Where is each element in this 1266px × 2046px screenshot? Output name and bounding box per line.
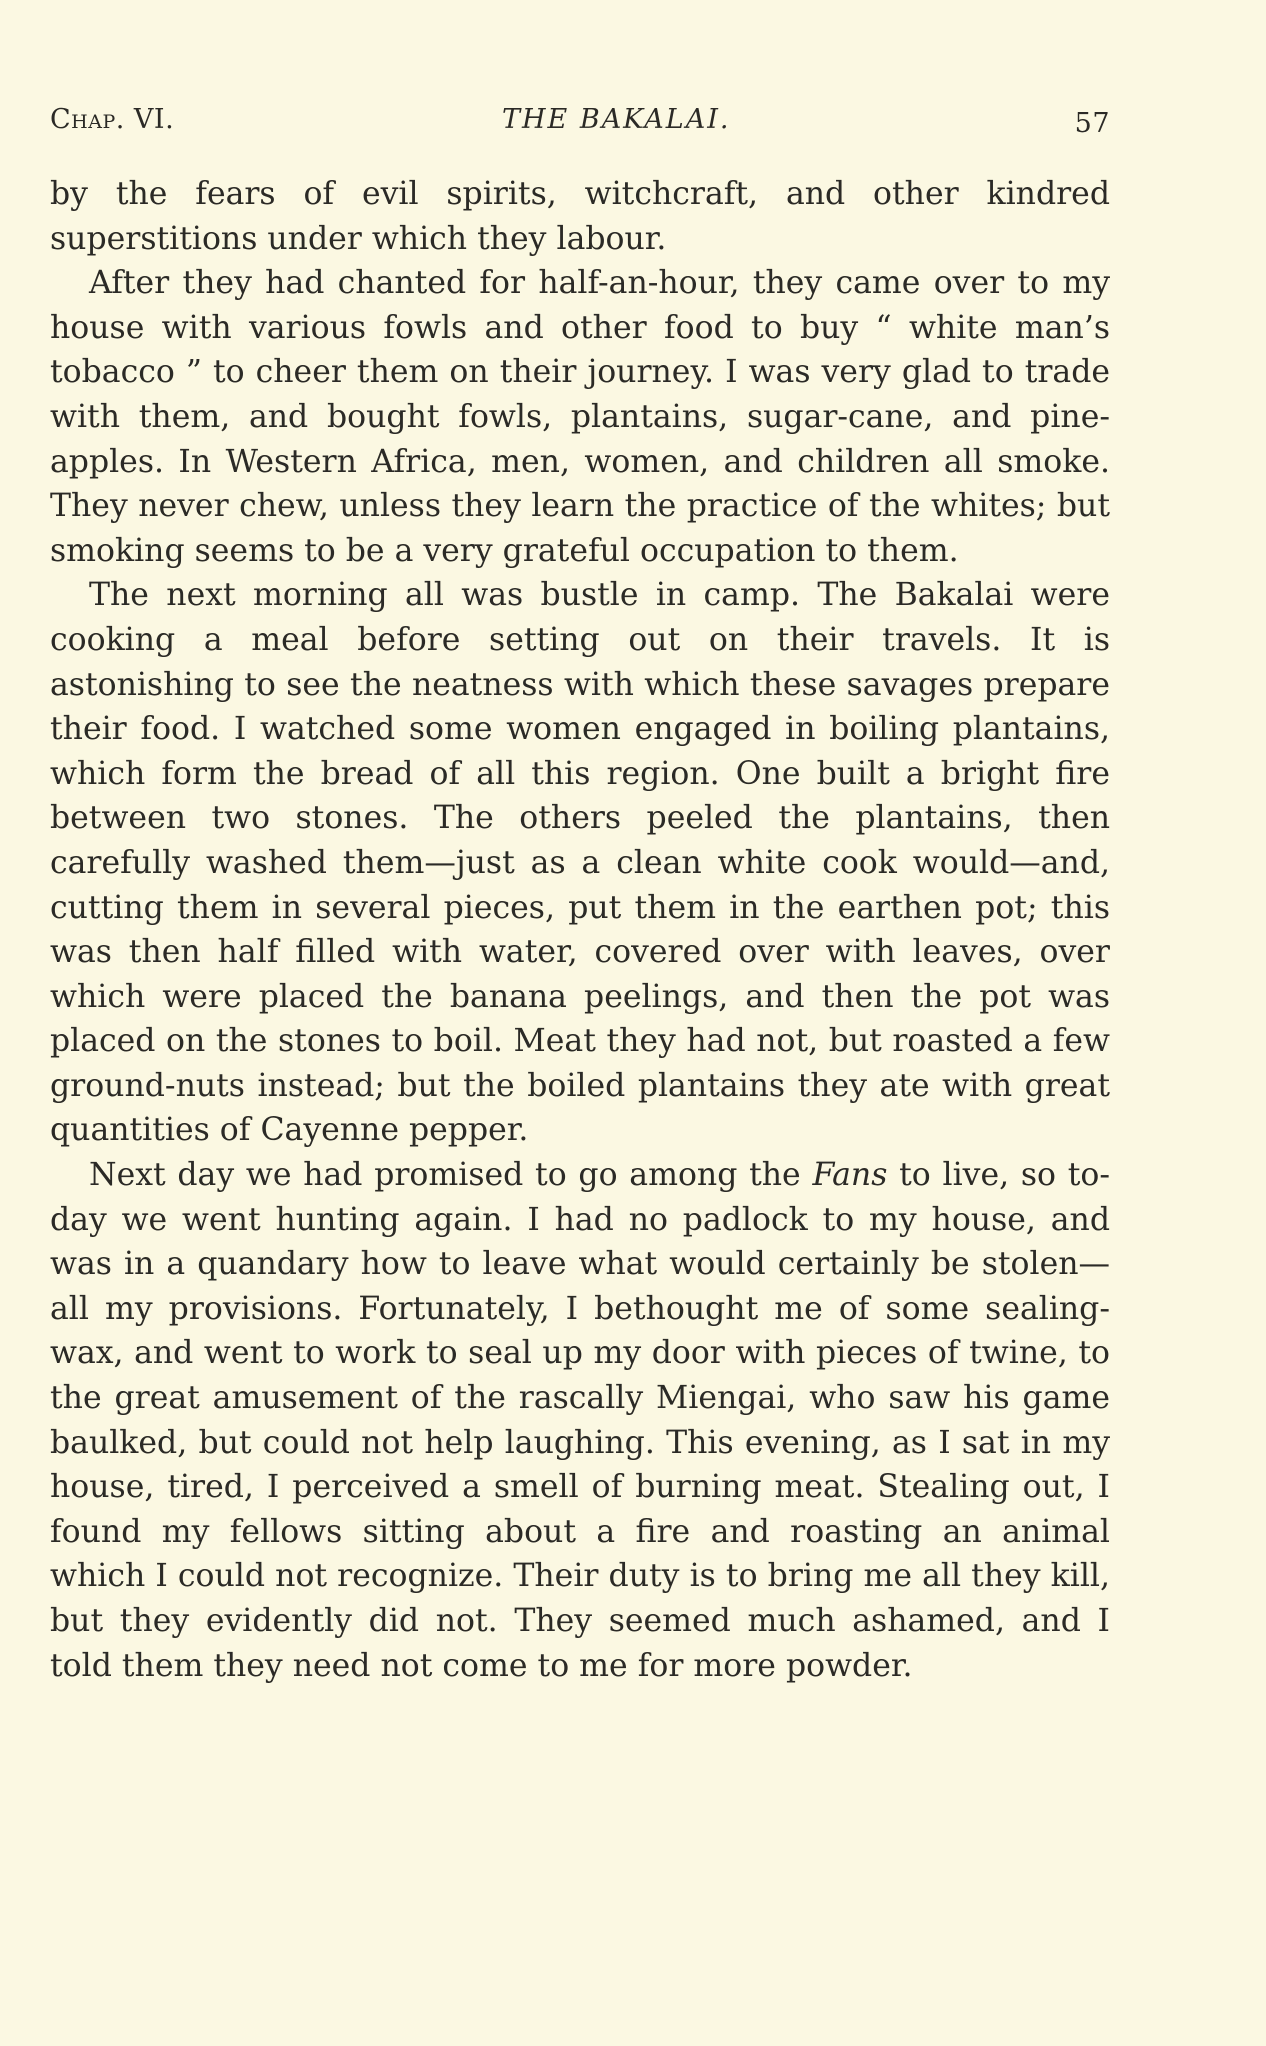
- running-title: THE BAKALAI.: [502, 104, 731, 135]
- body-text: [50, 172, 1110, 1688]
- paragraph: [50, 1153, 1110, 1688]
- italic-term: Fans: [812, 1157, 888, 1194]
- paragraph: The next morning all was bustle in camp. The Bakalai were cooking a meal before setting out on their travels. It is astonishing to see the neatness with which these savages prepare their food. I watched some women engaged in boiling plantains, which form the bread of all this region. One built a bright fire between two stones. The others peeled the plantains, then carefully washed them—just as a clean white cook would—and, cutting them in several pieces, put them in the earthen pot; this was then half filled with water, covered over with leaves, over which were placed the banana peelings, and then the pot was placed on the stones to boil. Meat they had not, but roasted a few ground-nuts instead; but the boiled plantains they ate with great quantities of Cayenne pepper.: [50, 577, 1110, 1149]
- page-number: 57: [1074, 108, 1110, 139]
- running-header: [50, 104, 1110, 144]
- paragraph-text: Next day we had promised to go among the: [89, 1157, 813, 1194]
- paragraph-text: to live, so to-day we went hunting again. I had no padlock to my house, and was in a quandary how to leave what would certainly be stolen—all my provisions. Fortunately, I bethought me of some sealing-wax, and went to work to seal up my door with pieces of twine, to the great amusement of the rascally Miengai, who saw his game baulked, but could not help laughing. This evening, as I sat in my house, tired, I perceived a smell of burning meat. Stealing out, I found my fellows sitting about a fire and roasting an animal which I could not recognize. Their duty is to bring me all they kill, but they evidently did not. They seemed much ashamed, and I told them they need not come to me for more powder.: [50, 1157, 1110, 1684]
- paragraph-continuation: by the fears of evil spirits, witchcraft, and other kindred superstitions under which they labour.: [50, 176, 1110, 257]
- paragraph: After they had chanted for half-an-hour, they came over to my house with various fowls and other food to buy “ white man’s tobacco ” to cheer them on their journey. I was very glad to trade with them, and bought fowls, plantains, sugar-cane, and pine-apples. In Western Africa, men, women, and children all smoke. They never chew, unless they learn the practice of the whites; but smoking seems to be a very grateful occupation to them.: [50, 265, 1110, 569]
- chapter-label: Chap. VI.: [50, 104, 175, 135]
